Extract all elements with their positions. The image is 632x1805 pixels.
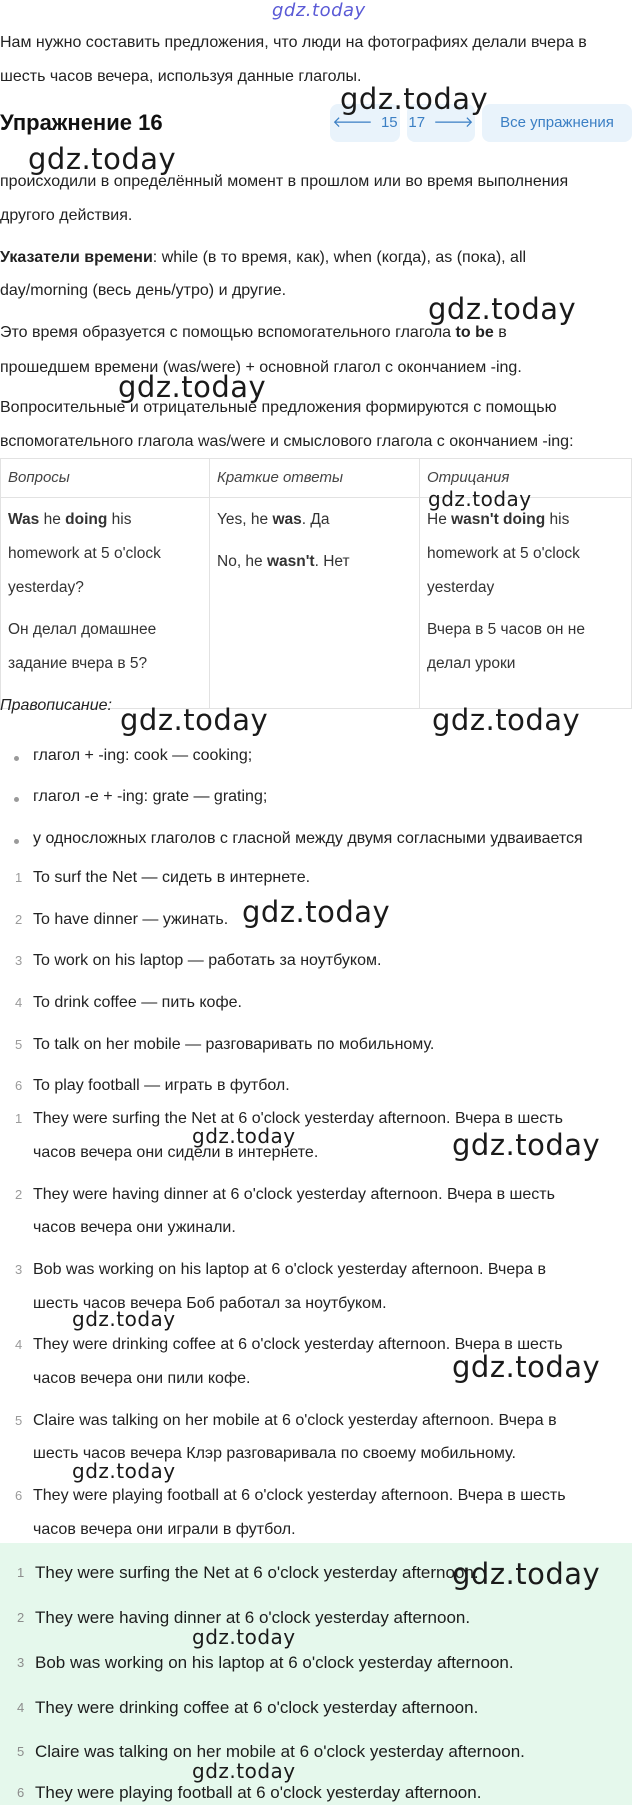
verb-item: To have dinner — ужинать.	[33, 911, 229, 928]
q-rest: his	[107, 511, 132, 528]
question-ru-2: задание вчера в 5?	[8, 655, 148, 672]
answer-line: Claire was talking on her mobile at 6 o'clock yesterday afternoon.	[35, 1742, 525, 1761]
negation-ru-1: Вчера в 5 часов он не	[427, 621, 585, 638]
watermark: gdz.today	[242, 895, 391, 929]
answer-line: They were playing football at 6 o'clock yesterday afternoon.	[35, 1783, 482, 1802]
answer-no	[217, 545, 412, 579]
table-row	[1, 498, 632, 709]
answer-number: 6	[17, 1785, 25, 1800]
watermark: gdz.today	[428, 292, 577, 326]
all-exercises-button[interactable]	[482, 104, 632, 142]
sentence-line: They were surfing the Net at 6 o'clock yesterday afternoon. Вчера в шесть	[33, 1110, 563, 1127]
watermark: gdz.today	[120, 703, 269, 737]
q-he: he	[39, 511, 66, 528]
watermark: gdz.today	[118, 370, 267, 404]
formation-bold: to be	[455, 324, 494, 341]
sentence-number: 4	[15, 1337, 23, 1352]
a-no-bold: wasn't	[266, 553, 315, 570]
sentence-number: 5	[15, 1413, 23, 1428]
conjugation-table	[0, 458, 632, 709]
watermark: gdz.today	[432, 703, 581, 737]
spelling-title: Правописание:	[0, 697, 112, 714]
answer-number: 1	[17, 1565, 25, 1580]
a-yes-post: . Да	[301, 511, 330, 528]
a-yes-bold: was	[272, 511, 302, 528]
sentence-line: шесть часов вечера Клэр разговаривала по своему мобильному.	[33, 1445, 516, 1462]
table-cell-negations	[420, 498, 632, 709]
sentence-number: 3	[15, 1262, 23, 1277]
watermark: gdz.today	[72, 1307, 176, 1331]
all-exercises-label: Все упражнения	[500, 114, 614, 131]
a-no-pre: No, he	[217, 553, 267, 570]
bullet-icon	[14, 756, 19, 761]
verb-number: 2	[15, 912, 23, 927]
verb-item: To work on his laptop — работать за ноутбуком.	[33, 952, 382, 969]
table-header: Вопросы	[1, 459, 210, 498]
bullet-icon	[14, 839, 19, 844]
verb-number: 4	[15, 995, 23, 1010]
arrow-right-icon: 🡒	[433, 114, 474, 131]
sentence-line: часов вечера они играли в футбол.	[33, 1521, 296, 1538]
answer-number: 2	[17, 1610, 25, 1625]
questions-line-1: Вопросительные и отрицательные предложения формируются с помощью	[0, 399, 557, 416]
a-yes-pre: Yes, he	[217, 511, 273, 528]
answer-line: They were drinking coffee at 6 o'clock yesterday afternoon.	[35, 1698, 479, 1717]
answer-number: 5	[17, 1744, 25, 1759]
sentence-line: часов вечера они ужинали.	[33, 1219, 236, 1236]
q-doing: doing	[65, 511, 108, 528]
table-cell-questions	[1, 498, 210, 709]
sentence-line: They were playing football at 6 o'clock yesterday afternoon. Вчера в шесть	[33, 1487, 566, 1504]
table-cell-answers	[210, 498, 420, 709]
time-markers-line-2: day/morning (весь день/утро) и другие.	[0, 282, 287, 299]
watermark: gdz.today	[28, 142, 177, 176]
question-line-3: yesterday?	[8, 579, 84, 596]
table-header: Краткие ответы	[210, 459, 420, 498]
sentence-line: They were drinking coffee at 6 o'clock yesterday afternoon. Вчера в шесть	[33, 1336, 563, 1353]
table-header-row	[1, 459, 632, 498]
answers-box	[0, 1543, 632, 1805]
n-rest: his	[545, 511, 570, 528]
negation-ru-2: делал уроки	[427, 655, 516, 672]
bullet-icon	[14, 797, 19, 802]
verb-number: 5	[15, 1037, 23, 1052]
verb-item: To talk on her mobile — разговаривать по мобильному.	[33, 1036, 435, 1053]
spelling-rule: глагол + -ing: cook — cooking;	[33, 747, 253, 764]
verb-number: 6	[15, 1078, 23, 1093]
question-line-2: homework at 5 o'clock	[8, 545, 161, 562]
sentence-line: часов вечера они сидели в интернете.	[33, 1144, 319, 1161]
formation-line-1	[0, 323, 507, 343]
spelling-rule: глагол -e + -ing: grate — grating;	[33, 788, 268, 805]
formation-text: Это время образуется с помощью вспомогательного глагола	[0, 324, 456, 341]
page-title: Упражнение 16	[0, 110, 163, 135]
n-bold: wasn't doing	[451, 511, 546, 528]
theory-line: другого действия.	[0, 207, 133, 224]
sentence-line: шесть часов вечера Боб работал за ноутбуком.	[33, 1295, 387, 1312]
watermark: gdz.today	[452, 1128, 601, 1162]
a-no-post: . Нет	[314, 553, 350, 570]
prev-exercise-label: 15	[380, 114, 398, 131]
time-markers	[0, 248, 526, 268]
watermark: gdz.today	[192, 1625, 296, 1649]
answer-yes	[217, 503, 412, 537]
sentence-line: They were having dinner at 6 o'clock yesterday afternoon. Вчера в шесть	[33, 1186, 555, 1203]
negation-line-2: homework at 5 o'clock	[427, 545, 580, 562]
spelling-rule: у односложных глаголов с гласной между двумя согласными удваивается	[33, 830, 583, 847]
answer-number: 4	[17, 1700, 25, 1715]
theory-line: происходили в определённый момент в прошлом или во время выполнения	[0, 173, 569, 190]
watermark: gdz.today	[340, 82, 489, 116]
answer-line: Bob was working on his laptop at 6 o'clock yesterday afternoon.	[35, 1653, 514, 1672]
time-markers-label: Указатели времени	[0, 249, 153, 266]
time-markers-text: : while (в то время, как), when (когда), as (пока), all	[152, 249, 527, 266]
sentence-number: 1	[15, 1111, 23, 1126]
question-ru-1: Он делал домашнее	[8, 621, 157, 638]
watermark-top: gdz.today	[272, 0, 366, 21]
intro-line-1: Нам нужно составить предложения, что люди на фотографиях делали вчера в	[0, 34, 587, 51]
intro-line-2: шесть часов вечера, используя данные глаголы.	[0, 68, 362, 85]
verb-item: To drink coffee — пить кофе.	[33, 994, 242, 1011]
verb-item: To surf the Net — сидеть в интернете.	[33, 869, 311, 886]
arrow-left-icon: 🡐	[332, 114, 373, 131]
questions-line-2: вспомогательного глагола was/were и смыслового глагола с окончанием -ing:	[0, 433, 574, 450]
table-header: Отрицания	[420, 459, 632, 498]
sentence-line: Claire was talking on her mobile at 6 o'clock yesterday afternoon. Вчера в	[33, 1412, 557, 1429]
sentence-number: 6	[15, 1488, 23, 1503]
answer-line: They were surfing the Net at 6 o'clock yesterday afternoon.	[35, 1563, 479, 1582]
question-line-1	[8, 503, 202, 537]
watermark: gdz.today	[452, 1350, 601, 1384]
answer-line: They were having dinner at 6 o'clock yesterday afternoon.	[35, 1608, 471, 1627]
watermark: gdz.today	[192, 1124, 296, 1148]
watermark: gdz.today	[192, 1759, 296, 1783]
sentence-line: часов вечера они пили кофе.	[33, 1370, 251, 1387]
q-was: Was	[8, 511, 40, 528]
watermark: gdz.today	[72, 1459, 176, 1483]
negation-line-3: yesterday	[427, 579, 495, 596]
formation-text-end: в	[493, 324, 507, 341]
verb-number: 3	[15, 953, 23, 968]
sentence-line: Bob was working on his laptop at 6 o'clock yesterday afternoon. Вчера в	[33, 1261, 546, 1278]
verb-number: 1	[15, 870, 23, 885]
n-he: He	[427, 511, 452, 528]
answer-number: 3	[17, 1655, 25, 1670]
verb-item: To play football — играть в футбол.	[33, 1077, 290, 1094]
formation-line-2: прошедшем времени (was/were) + основной глагол с окончанием -ing.	[0, 359, 522, 376]
watermark: gdz.today	[452, 1557, 601, 1591]
next-exercise-label: 17	[408, 114, 426, 131]
sentence-number: 2	[15, 1187, 23, 1202]
watermark: gdz.today	[428, 487, 532, 511]
